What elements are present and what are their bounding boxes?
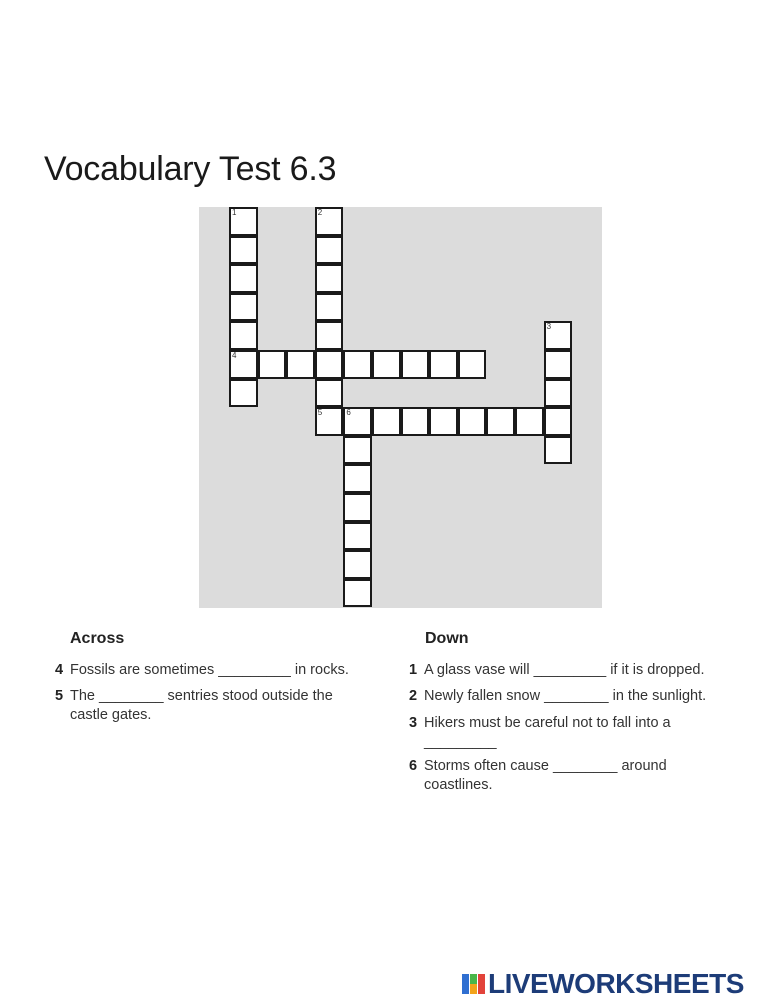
crossword-cell[interactable]: [544, 379, 573, 408]
crossword-cell[interactable]: [544, 350, 573, 379]
crossword-cell[interactable]: [315, 321, 344, 350]
crossword-cell[interactable]: [315, 264, 344, 293]
crossword-cell[interactable]: [372, 407, 401, 436]
cell-number: 4: [232, 351, 237, 360]
crossword-grid: [199, 207, 602, 608]
clue-text: The ________ sentries stood outside the castle gates.: [70, 688, 333, 723]
cell-number: 3: [546, 322, 552, 332]
crossword-cell[interactable]: [315, 236, 344, 265]
cell-number: 5: [317, 408, 323, 418]
crossword-cell[interactable]: [315, 350, 344, 379]
crossword-cell[interactable]: [229, 379, 258, 408]
across-clue-4: [55, 661, 370, 680]
crossword-cell[interactable]: [315, 293, 344, 322]
crossword-cell[interactable]: [343, 522, 372, 551]
crossword-cell[interactable]: [229, 293, 258, 322]
crossword-cell[interactable]: [372, 350, 401, 379]
down-clue-2: [409, 687, 734, 706]
crossword-cell[interactable]: [343, 407, 372, 436]
liveworksheets-logo-icon: [462, 972, 486, 996]
crossword-cell[interactable]: [343, 550, 372, 579]
crossword-cell[interactable]: [343, 579, 372, 608]
across-clue-5: [55, 687, 360, 725]
crossword-cell[interactable]: [486, 407, 515, 436]
crossword-cell[interactable]: [515, 407, 544, 436]
clue-text: Fossils are sometimes _________ in rocks.: [70, 662, 349, 678]
crossword-cell[interactable]: [229, 264, 258, 293]
crossword-cell[interactable]: [343, 350, 372, 379]
clue-number: 2: [409, 688, 418, 704]
liveworksheets-logo: [462, 968, 744, 1000]
clue-text: Newly fallen snow ________ in the sunlight.: [424, 688, 707, 704]
cell-number: 2: [317, 208, 323, 217]
crossword-cell[interactable]: [229, 207, 258, 236]
brand-name: LIVEWORKSHEETS: [488, 968, 744, 999]
crossword-cell[interactable]: [401, 407, 430, 436]
crossword-cell[interactable]: [544, 436, 573, 465]
clue-number: 1: [409, 662, 418, 678]
crossword-cell[interactable]: [229, 321, 258, 350]
clue-number: 6: [409, 758, 418, 774]
cell-number: 1: [232, 208, 237, 217]
down-heading: Down: [425, 630, 469, 647]
crossword-cell[interactable]: [429, 407, 458, 436]
clue-text: Hikers must be careful not to fall into a _________: [424, 715, 671, 750]
crossword-cell[interactable]: [343, 464, 372, 493]
crossword-cell[interactable]: [544, 321, 573, 350]
clue-number: 4: [55, 662, 64, 678]
crossword-cell[interactable]: [343, 436, 372, 465]
crossword-cell[interactable]: [229, 350, 258, 379]
down-clue-3: [409, 714, 696, 752]
page-title: Vocabulary Test 6.3: [44, 150, 337, 188]
clue-number: 3: [409, 715, 418, 731]
crossword-cell[interactable]: [458, 350, 487, 379]
crossword-cell[interactable]: [315, 379, 344, 408]
crossword-cell[interactable]: [286, 350, 315, 379]
cell-number: 6: [346, 408, 351, 418]
clue-text: A glass vase will _________ if it is dropped.: [424, 662, 705, 678]
crossword-cell[interactable]: [315, 407, 344, 436]
crossword-cell[interactable]: [315, 207, 344, 236]
crossword-cell[interactable]: [429, 350, 458, 379]
clue-text: Storms often cause ________ around coastlines.: [424, 758, 667, 793]
down-clue-6: [409, 757, 702, 795]
crossword-cell[interactable]: [458, 407, 487, 436]
clue-number: 5: [55, 688, 64, 704]
crossword-cell[interactable]: [343, 493, 372, 522]
crossword-cell[interactable]: [258, 350, 287, 379]
down-clue-1: [409, 661, 734, 680]
crossword-cell[interactable]: [401, 350, 430, 379]
crossword-cell[interactable]: [544, 407, 573, 436]
across-heading: Across: [70, 630, 125, 647]
crossword-cell[interactable]: [229, 236, 258, 265]
